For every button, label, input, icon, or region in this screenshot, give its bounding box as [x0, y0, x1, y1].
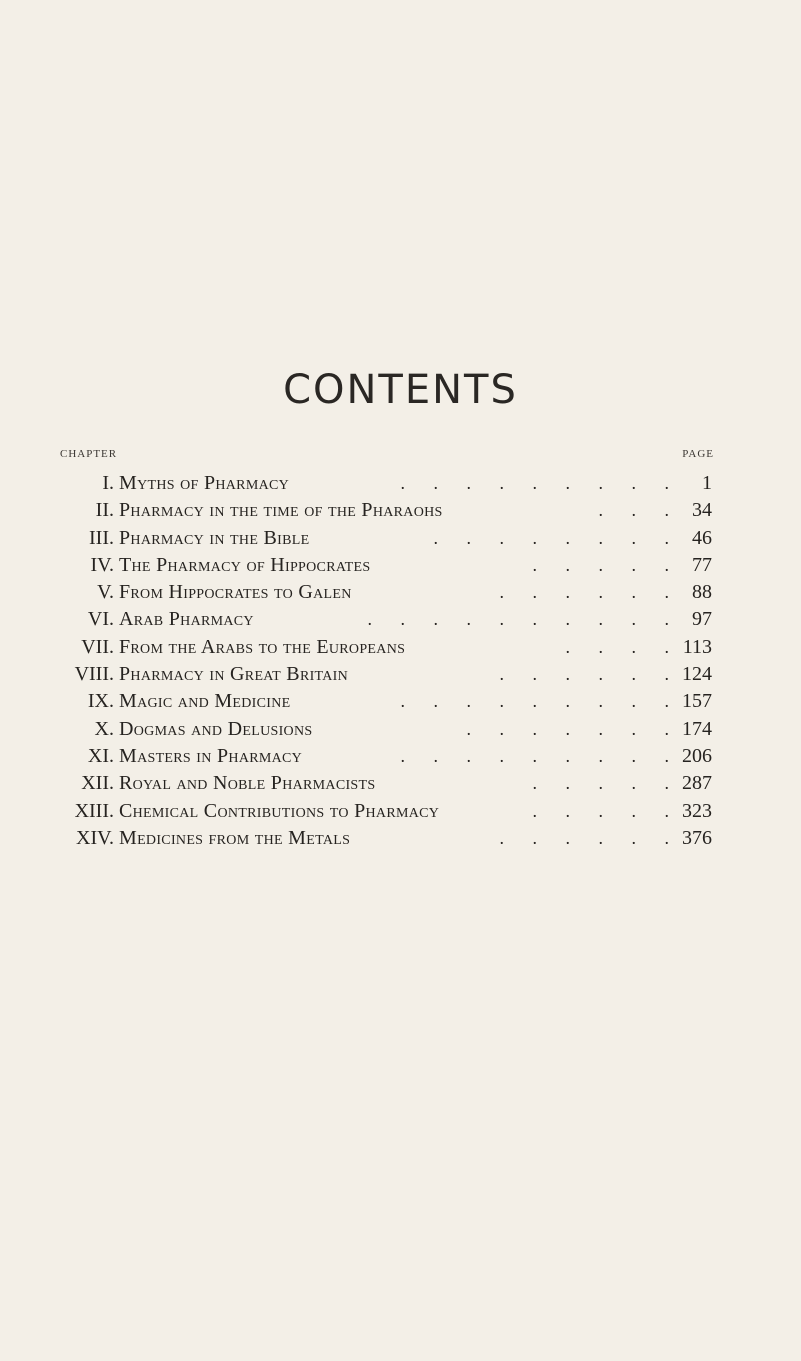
- page-number: 174: [682, 717, 712, 740]
- page-number: 124: [682, 663, 712, 686]
- leader-dots: . . . . . . . . .: [400, 473, 681, 493]
- toc-entry-9[interactable]: [0, 688, 801, 715]
- page-number: 34: [692, 499, 712, 522]
- chapter-column-header: CHAPTER: [60, 448, 118, 460]
- leader-dots: . . . . . .: [499, 582, 681, 603]
- chapter-title: Pharmacy in the time of the Pharaohs: [119, 499, 443, 522]
- chapter-title: Pharmacy in Great Britain: [119, 663, 349, 686]
- toc-entry-2[interactable]: [0, 497, 801, 524]
- toc-entry-1[interactable]: [0, 470, 801, 497]
- chapter-numeral: XIII.: [74, 799, 114, 822]
- chapter-title: Arab Pharmacy: [119, 608, 254, 631]
- chapter-title: Medicines from the Metals: [119, 826, 351, 849]
- page-number: 157: [682, 690, 712, 713]
- leader-dots: . . . . . . .: [466, 718, 681, 739]
- toc-entry-8[interactable]: [0, 661, 801, 688]
- chapter-title: From Hippocrates to Galen: [119, 581, 352, 604]
- toc-entry-7[interactable]: [0, 634, 801, 661]
- page-number: 287: [682, 772, 712, 795]
- chapter-numeral: XI.: [87, 744, 114, 767]
- chapter-title: Chemical Contributions to Pharmacy: [119, 799, 440, 822]
- toc-entry-12[interactable]: [0, 770, 801, 797]
- page-number: 376: [682, 826, 712, 849]
- chapter-title: Masters in Pharmacy: [119, 744, 303, 767]
- leader-dots: . . . . . .: [499, 664, 681, 685]
- chapter-title: Royal and Noble Pharmacists: [119, 772, 376, 795]
- toc-entry-14[interactable]: [0, 825, 801, 852]
- leader-dots: . . . . . . . . .: [400, 691, 681, 712]
- toc-entry-11[interactable]: [0, 743, 801, 770]
- toc-entry-13[interactable]: [0, 798, 801, 825]
- chapter-numeral: I.: [102, 472, 114, 494]
- toc-entry-4[interactable]: [0, 552, 801, 579]
- page-number: 46: [692, 526, 712, 549]
- page-number: 88: [692, 581, 712, 604]
- leader-dots: . . . .: [565, 636, 681, 657]
- leader-dots: . . . . .: [532, 773, 681, 794]
- chapter-numeral: IV.: [90, 553, 114, 576]
- chapter-title: From the Arabs to the Europeans: [119, 635, 406, 658]
- chapter-numeral: XII.: [81, 772, 114, 795]
- chapter-numeral: VI.: [87, 608, 114, 631]
- chapter-numeral: VIII.: [74, 663, 114, 686]
- page-number: 113: [682, 635, 712, 658]
- page-number: 1: [702, 472, 712, 494]
- page-number: 77: [692, 553, 712, 576]
- chapter-title: Dogmas and Delusions: [119, 717, 313, 740]
- page-column-header: PAGE: [682, 448, 714, 460]
- leader-dots: . . . . .: [532, 800, 681, 821]
- leader-dots: . . . . . . . .: [433, 527, 681, 548]
- toc-entry-10[interactable]: [0, 716, 801, 743]
- toc-entry-5[interactable]: [0, 579, 801, 606]
- chapter-title: Myths of Pharmacy: [119, 472, 290, 494]
- chapter-numeral: V.: [97, 581, 114, 604]
- leader-dots: . . . . . . . . . .: [367, 609, 681, 630]
- chapter-numeral: VII.: [81, 635, 114, 658]
- page-title: CONTENTS: [283, 366, 518, 413]
- chapter-title: Magic and Medicine: [119, 690, 291, 713]
- table-of-contents: [0, 470, 801, 852]
- leader-dots: . . . . . .: [499, 827, 681, 848]
- toc-entry-6[interactable]: [0, 606, 801, 633]
- chapter-numeral: III.: [89, 526, 114, 549]
- page-number: 206: [682, 744, 712, 767]
- chapter-numeral: XIV.: [76, 826, 114, 849]
- page-number: 97: [692, 608, 712, 631]
- leader-dots: . . .: [598, 500, 681, 521]
- page-number: 323: [682, 799, 712, 822]
- chapter-numeral: X.: [94, 717, 114, 740]
- chapter-numeral: IX.: [87, 690, 114, 713]
- chapter-numeral: II.: [95, 499, 114, 522]
- leader-dots: . . . . . . . . .: [400, 745, 681, 766]
- toc-entry-3[interactable]: [0, 525, 801, 552]
- chapter-title: Pharmacy in the Bible: [119, 526, 310, 549]
- chapter-title: The Pharmacy of Hippocrates: [119, 553, 371, 576]
- leader-dots: . . . . .: [532, 554, 681, 575]
